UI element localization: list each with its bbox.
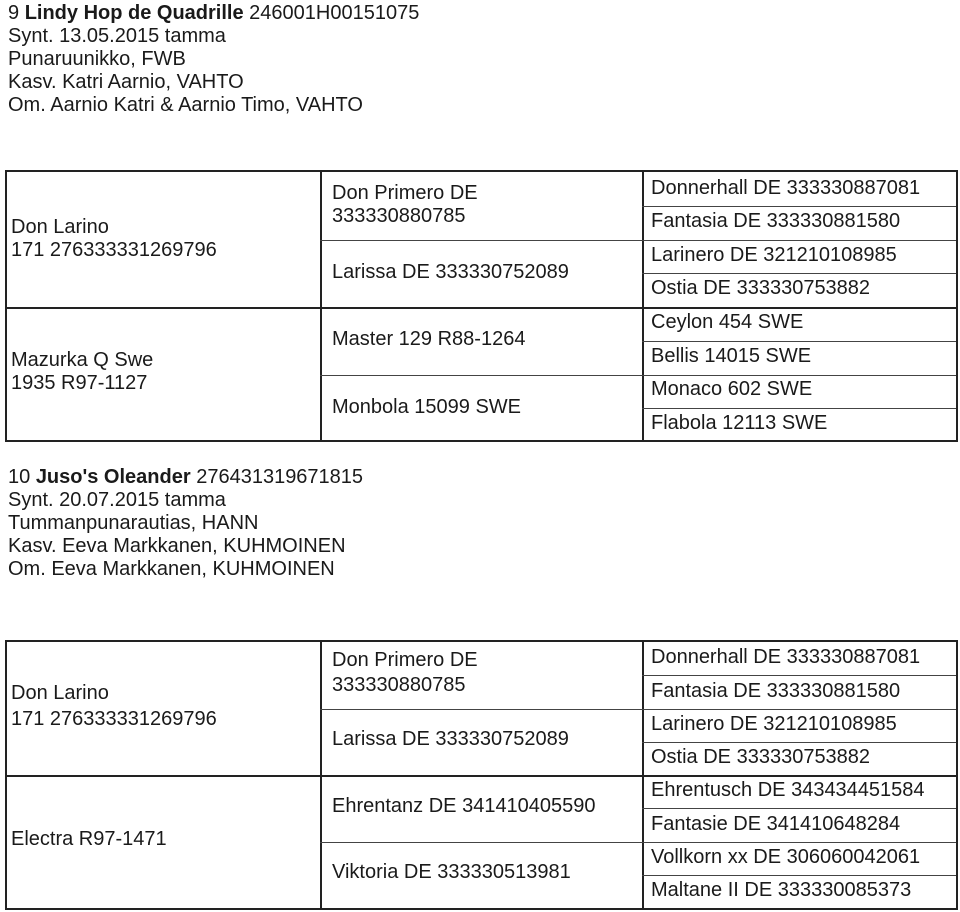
horse-breeder: Kasv. Katri Aarnio, VAHTO xyxy=(8,71,244,93)
pedigree-table xyxy=(5,170,958,442)
entry-title xyxy=(8,466,363,489)
sire-reg: 171 276333331269796 xyxy=(11,708,217,730)
pedigree-great-grandparents xyxy=(642,172,956,440)
great-grandparent: Donnerhall DE 333330887081 xyxy=(651,646,921,668)
great-grandparent: Fantasia DE 333330881580 xyxy=(651,680,901,702)
sire-name: Don Larino xyxy=(11,682,109,704)
pedigree-grandparents xyxy=(320,172,644,440)
great-grandparent: Ostia DE 333330753882 xyxy=(651,746,871,768)
grandparent-reg: 333330880785 xyxy=(332,205,466,227)
horse-reg: 276431319671815 xyxy=(196,466,364,488)
horse-breeder: Kasv. Eeva Markkanen, KUHMOINEN xyxy=(8,535,346,557)
pedigree-parents xyxy=(7,642,322,908)
great-grandparent: Fantasia DE 333330881580 xyxy=(651,210,901,232)
great-grandparent: Ehrentusch DE 343434451584 xyxy=(651,779,925,801)
dam-name: Electra R97-1471 xyxy=(11,828,167,850)
entry-header xyxy=(8,466,363,581)
grandparent: Larissa DE 333330752089 xyxy=(332,261,569,283)
great-grandparent: Fantasie DE 341410648284 xyxy=(651,813,901,835)
entry-header xyxy=(8,2,419,117)
entry-number: 10 xyxy=(8,466,31,488)
dam-reg: 1935 R97-1127 xyxy=(11,372,148,394)
great-grandparent: Vollkorn xx DE 306060042061 xyxy=(651,846,921,868)
dam-name: Mazurka Q Swe xyxy=(11,349,154,371)
horse-born: Synt. 20.07.2015 tamma xyxy=(8,489,226,511)
sire-reg: 171 276333331269796 xyxy=(11,239,217,261)
pedigree-great-grandparents xyxy=(642,642,956,908)
grandparent: Ehrentanz DE 341410405590 xyxy=(332,795,596,817)
grandparent: Monbola 15099 SWE xyxy=(332,396,522,418)
grandparent: Don Primero DE xyxy=(332,182,478,204)
great-grandparent: Maltane II DE 333330085373 xyxy=(651,879,912,901)
pedigree-grandparents xyxy=(320,642,644,908)
horse-color-breed: Tummanpunarautias, HANN xyxy=(8,512,259,534)
great-grandparent: Ostia DE 333330753882 xyxy=(651,277,871,299)
pedigree-parents xyxy=(7,172,322,440)
horse-born: Synt. 13.05.2015 tamma xyxy=(8,25,226,47)
great-grandparent: Larinero DE 321210108985 xyxy=(651,244,897,266)
great-grandparent: Monaco 602 SWE xyxy=(651,378,813,400)
great-grandparent: Donnerhall DE 333330887081 xyxy=(651,177,921,199)
horse-name: Juso's Oleander xyxy=(35,466,191,488)
horse-owner: Om. Aarnio Katri & Aarnio Timo, VAHTO xyxy=(8,94,363,116)
great-grandparent: Ceylon 454 SWE xyxy=(651,311,804,333)
horse-name: Lindy Hop de Quadrille xyxy=(24,2,244,24)
grandparent: Larissa DE 333330752089 xyxy=(332,728,569,750)
horse-reg: 246001H00151075 xyxy=(249,2,420,24)
great-grandparent: Bellis 14015 SWE xyxy=(651,345,812,367)
horse-color-breed: Punaruunikko, FWB xyxy=(8,48,186,70)
grandparent: Master 129 R88-1264 xyxy=(332,328,526,350)
great-grandparent: Flabola 12113 SWE xyxy=(651,412,828,434)
grandparent: Don Primero DE xyxy=(332,649,478,671)
pedigree-table xyxy=(5,640,958,910)
great-grandparent: Larinero DE 321210108985 xyxy=(651,713,897,735)
grandparent: Viktoria DE 333330513981 xyxy=(332,861,571,883)
grandparent-reg: 333330880785 xyxy=(332,674,466,696)
sire-name: Don Larino xyxy=(11,216,109,238)
entry-title xyxy=(8,2,419,25)
horse-owner: Om. Eeva Markkanen, KUHMOINEN xyxy=(8,558,335,580)
entry-number: 9 xyxy=(8,2,20,24)
